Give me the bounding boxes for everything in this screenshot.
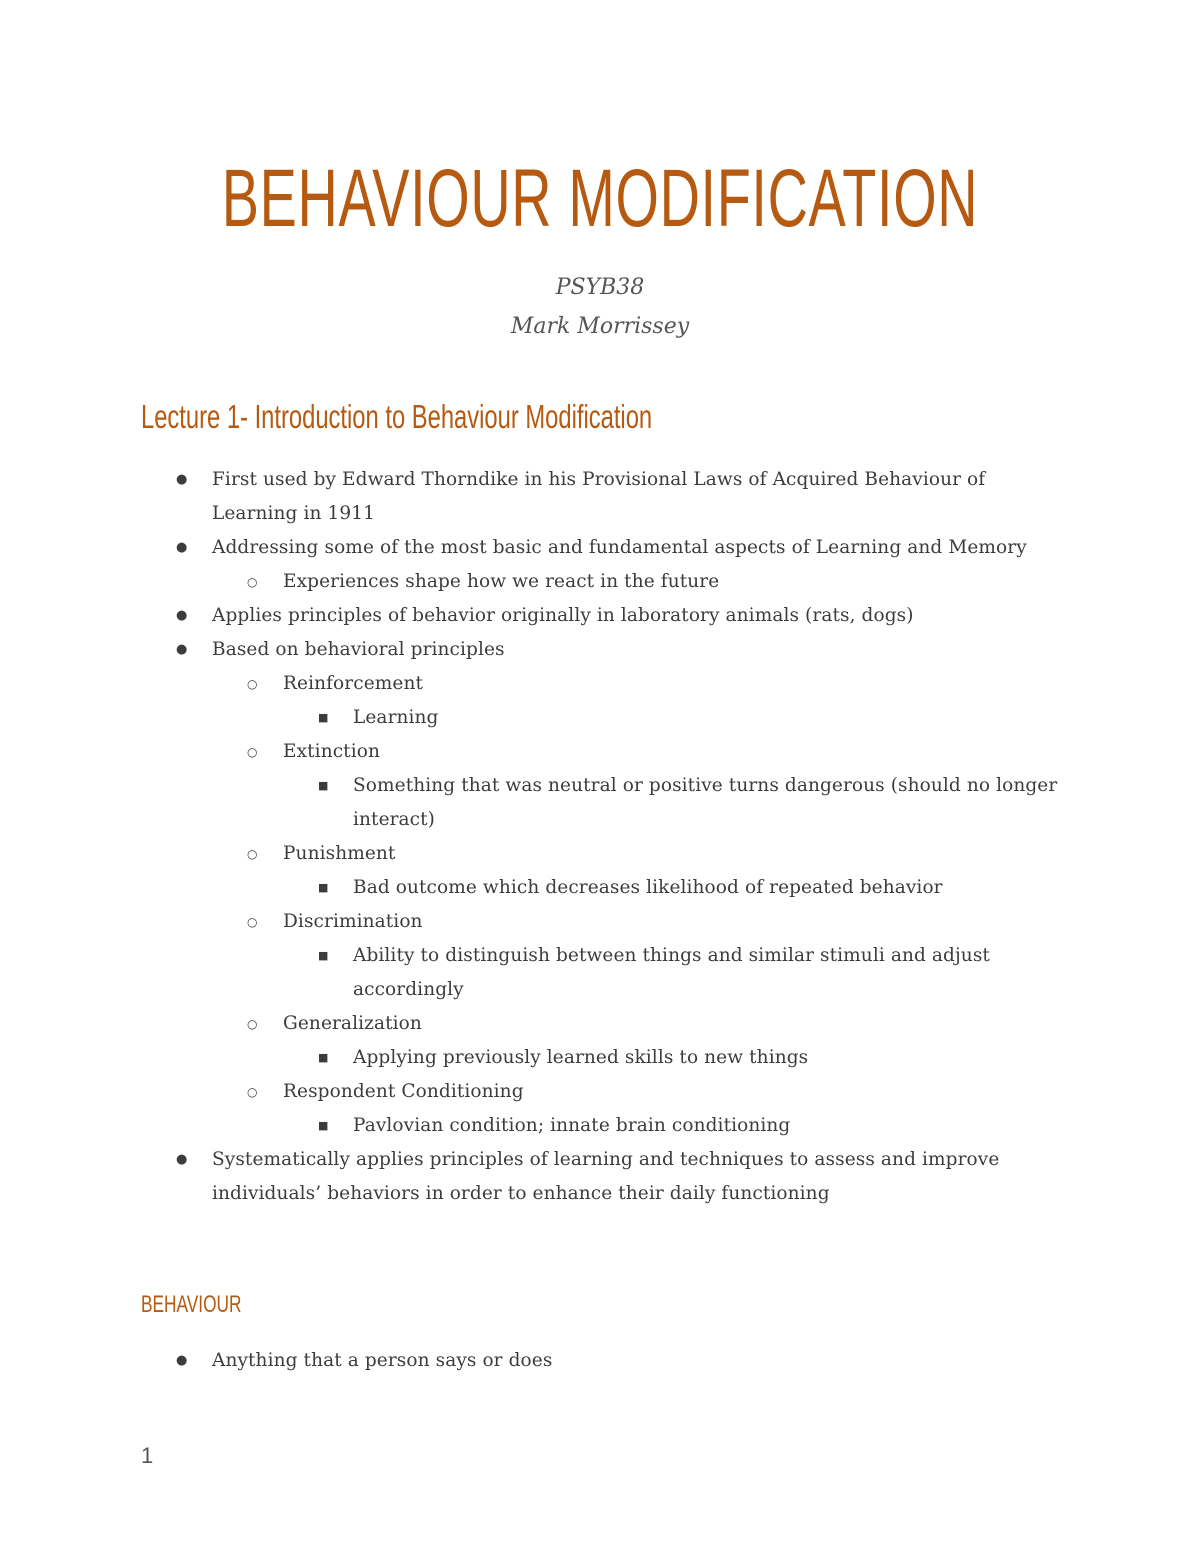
bullet-level-2-icon: ○ bbox=[247, 575, 258, 589]
list-item bbox=[0, 633, 1200, 667]
list-item-text: Based on behavioral principles bbox=[212, 639, 505, 660]
list-item bbox=[0, 1143, 1200, 1211]
bullet-level-3-icon: ■ bbox=[318, 881, 329, 894]
list-item bbox=[0, 871, 1200, 905]
list-item bbox=[0, 939, 1200, 1007]
list-item bbox=[0, 1109, 1200, 1143]
list-item bbox=[0, 1075, 1200, 1109]
bullet-level-1-icon: ● bbox=[176, 540, 188, 555]
bullet-level-3-icon: ■ bbox=[318, 1119, 329, 1132]
list-item bbox=[0, 905, 1200, 939]
list-item bbox=[0, 735, 1200, 769]
bullet-level-3-icon: ■ bbox=[318, 711, 329, 724]
list-item-text: Experiences shape how we react in the future bbox=[283, 571, 720, 592]
document-title: BEHAVIOUR MODIFICATION bbox=[221, 153, 979, 244]
bullet-level-2-icon: ○ bbox=[247, 1017, 258, 1031]
list-item bbox=[0, 565, 1200, 599]
author-name: Mark Morrissey bbox=[510, 314, 690, 339]
list-item-text: Pavlovian condition; innate brain conditioning bbox=[353, 1115, 791, 1136]
bullet-level-3-icon: ■ bbox=[318, 949, 329, 962]
list-item bbox=[0, 1007, 1200, 1041]
list-item bbox=[0, 837, 1200, 871]
list-item bbox=[0, 769, 1200, 837]
bullet-level-1-icon: ● bbox=[176, 472, 188, 487]
list-item-text: Discrimination bbox=[283, 911, 423, 932]
list-item bbox=[0, 701, 1200, 735]
bullet-level-2-icon: ○ bbox=[247, 677, 258, 691]
list-item-text: Ability to distinguish between things and similar stimuli and adjust accordingly bbox=[353, 945, 990, 1000]
list-item bbox=[0, 531, 1200, 565]
bullet-level-3-icon: ■ bbox=[318, 779, 329, 792]
bullet-level-2-icon: ○ bbox=[247, 745, 258, 759]
bullet-level-1-icon: ● bbox=[176, 1152, 188, 1167]
list-item-text: Generalization bbox=[283, 1013, 422, 1034]
list-item bbox=[0, 1344, 1200, 1378]
course-code: PSYB38 bbox=[555, 275, 645, 300]
list-item-text: Punishment bbox=[283, 843, 396, 864]
section-heading-lecture-1: Lecture 1- Introduction to Behaviour Modification bbox=[141, 398, 653, 435]
page-number: 1 bbox=[141, 1443, 154, 1468]
behaviour-bullet-list bbox=[0, 1344, 1200, 1378]
list-item-text: Systematically applies principles of learning and techniques to assess and improve individuals’ behaviors in order to enhance their daily functioning bbox=[212, 1149, 1000, 1204]
list-item-text: Learning bbox=[353, 707, 439, 728]
bullet-level-2-icon: ○ bbox=[247, 915, 258, 929]
section-heading-behaviour: BEHAVIOUR bbox=[141, 1291, 242, 1318]
bullet-level-2-icon: ○ bbox=[247, 847, 258, 861]
bullet-level-3-icon: ■ bbox=[318, 1051, 329, 1064]
list-item-text: Something that was neutral or positive turns dangerous (should no longer interact) bbox=[353, 775, 1058, 830]
list-item-text: Applies principles of behavior originally in laboratory animals (rats, dogs) bbox=[212, 605, 914, 626]
bullet-level-1-icon: ● bbox=[176, 1353, 188, 1368]
bullet-level-1-icon: ● bbox=[176, 642, 188, 657]
list-item-text: Addressing some of the most basic and fundamental aspects of Learning and Memory bbox=[212, 537, 1027, 558]
list-item-text: First used by Edward Thorndike in his Provisional Laws of Acquired Behaviour of Learning in 1911 bbox=[212, 469, 986, 524]
lecture-1-bullet-list bbox=[0, 463, 1200, 1211]
list-item-text: Respondent Conditioning bbox=[283, 1081, 524, 1102]
list-item-text: Bad outcome which decreases likelihood of repeated behavior bbox=[353, 877, 943, 898]
list-item bbox=[0, 667, 1200, 701]
list-item bbox=[0, 463, 1200, 531]
list-item-text: Anything that a person says or does bbox=[212, 1350, 553, 1371]
list-item-text: Applying previously learned skills to new things bbox=[353, 1047, 809, 1068]
bullet-level-2-icon: ○ bbox=[247, 1085, 258, 1099]
list-item-text: Reinforcement bbox=[283, 673, 423, 694]
list-item bbox=[0, 1041, 1200, 1075]
list-item bbox=[0, 599, 1200, 633]
list-item-text: Extinction bbox=[283, 741, 380, 762]
bullet-level-1-icon: ● bbox=[176, 608, 188, 623]
